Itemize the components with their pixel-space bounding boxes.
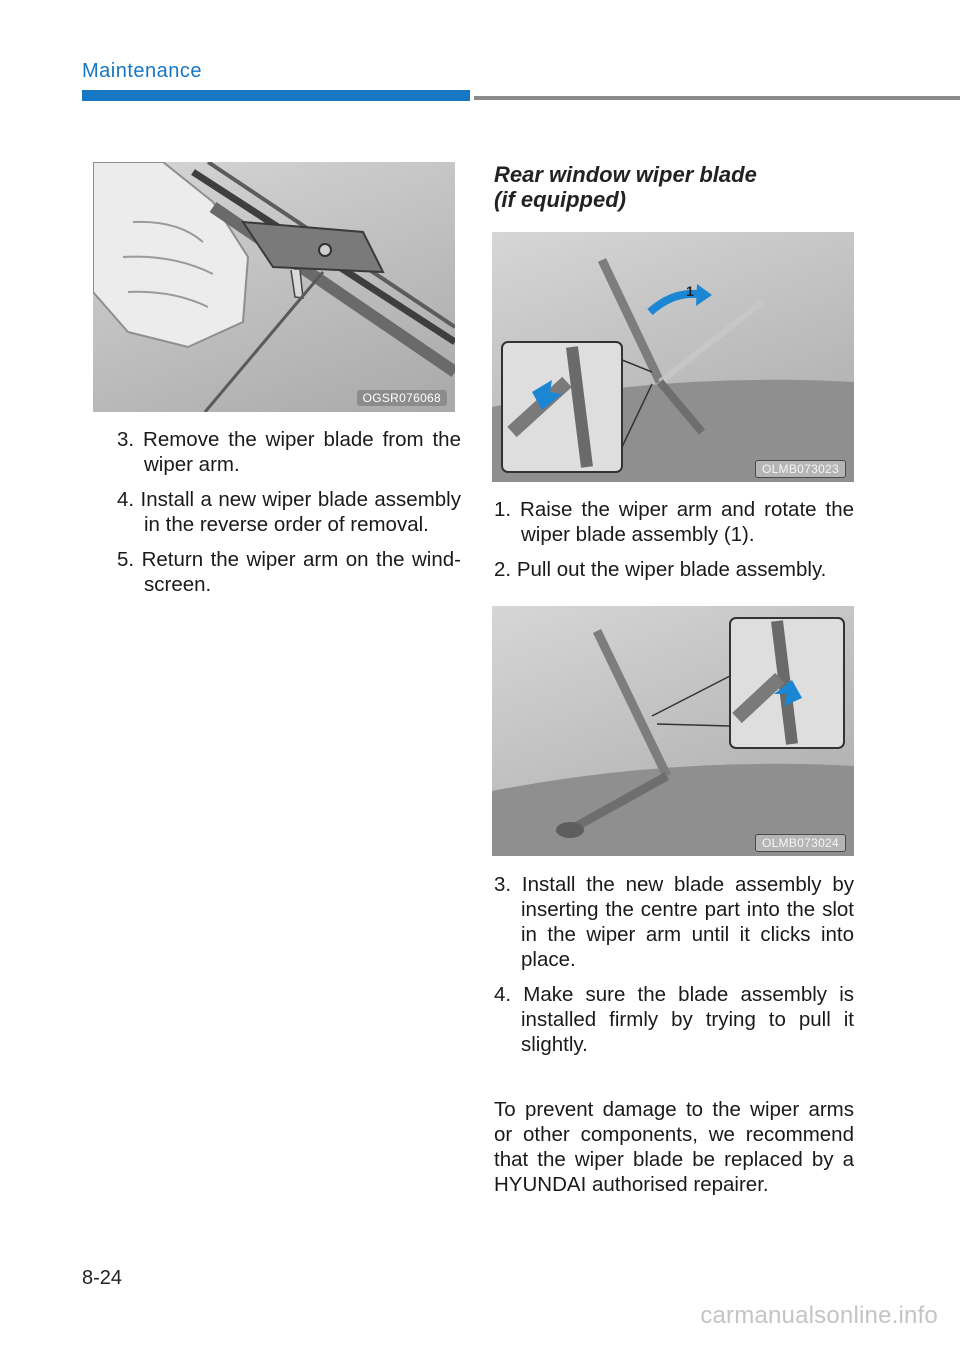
step-number: 5.: [117, 548, 135, 571]
heading-line: Rear window wiper blade: [494, 162, 757, 187]
repair-note: To prevent damage to the wiper arms or other components, we recommend that the wiper blade be replaced by a HYUNDAI authorised repairer.: [494, 1098, 854, 1196]
step-text: Raise the wiper arm and rotate the wiper blade assembly (1).: [520, 498, 854, 546]
step-number: 3.: [117, 428, 135, 451]
list-item: [117, 547, 461, 597]
step-number: 4.: [117, 488, 135, 511]
heading-line: (if equipped): [494, 187, 626, 212]
step-text: Make sure the blade assembly is installed firmly by trying to pull it slightly.: [521, 983, 854, 1056]
list-item: [494, 497, 854, 547]
header-rule: [474, 96, 960, 100]
front-wiper-figure: [93, 162, 455, 412]
step-number: 3.: [494, 873, 512, 896]
header-rule-accent: [82, 90, 470, 101]
step-number: 4.: [494, 983, 512, 1006]
section-title: Maintenance: [82, 60, 203, 82]
list-item: [117, 427, 461, 477]
step-text: Pull out the wiper blade assembly.: [516, 558, 827, 581]
step-text: Return the wiper arm on the wind-screen.: [141, 548, 461, 596]
left-step-list: [117, 427, 461, 607]
rear-wiper-figure-rotate: [492, 232, 854, 482]
list-item: [494, 557, 854, 582]
step-number: 1.: [494, 498, 512, 521]
watermark-link[interactable]: carmanualsonline.info: [700, 1302, 938, 1329]
list-item: [494, 872, 854, 972]
figure-code-label: OLMB073023: [755, 460, 846, 478]
page-number: 8-24: [82, 1267, 123, 1289]
step-text: Install a new wiper blade assembly in the reverse order of removal.: [140, 488, 461, 536]
figure-code-label: OLMB073024: [755, 834, 846, 852]
rear-wiper-figure-install: [492, 606, 854, 856]
list-item: [117, 487, 461, 537]
callout-number: 1: [686, 283, 694, 299]
figure-code-label: OGSR076068: [357, 390, 447, 406]
right-step-list-1: [494, 497, 854, 592]
right-step-list-2: [494, 872, 854, 1067]
rear-wiper-heading: [494, 162, 757, 212]
step-text: Remove the wiper blade from the wiper arm.: [143, 428, 461, 476]
step-number: 2.: [494, 558, 512, 581]
step-text: Install the new blade assembly by inserting the centre part into the slot in the wiper arm until it clicks into place.: [521, 873, 854, 971]
list-item: [494, 982, 854, 1057]
